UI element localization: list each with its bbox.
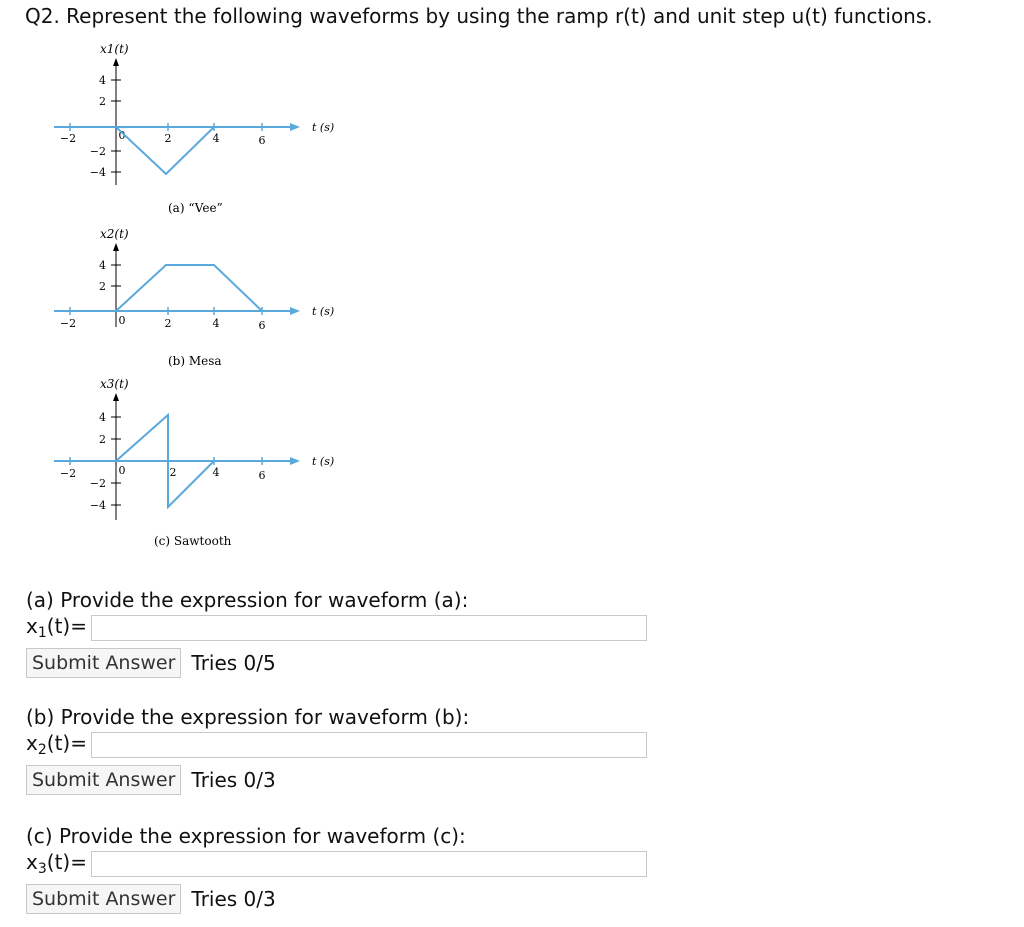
x-tick: −2 [59,132,77,145]
part-c [26,824,647,914]
x2-label: $x_2(t)=$ [26,731,87,758]
y-tick: 2 [99,280,106,293]
x-tick: −2 [59,467,77,480]
submit-answer-a-button[interactable]: Submit Answer [26,648,181,678]
x-tick: 4 [212,317,220,330]
y-tick: 2 [99,433,106,446]
plot-sawtooth [40,375,360,550]
y-tick: 4 [99,411,106,424]
waveform-figure [40,40,360,560]
x-axis-label: t (s) [312,305,335,318]
plot-caption: (c) Sawtooth [154,534,232,548]
x-tick: 2 [169,466,177,479]
x-tick: −2 [59,317,77,330]
plot-mesa [40,225,360,370]
y-tick: −2 [89,145,106,158]
mesa-waveform [116,265,262,311]
tries-c: Tries 0/3 [191,887,276,911]
x1-answer-input[interactable] [91,615,647,641]
x-tick: 2 [164,132,172,145]
x-axis-label: t (s) [312,455,335,468]
plot-caption: (a) “Vee” [168,201,223,215]
plot-caption: (b) Mesa [168,354,222,368]
x-tick: 4 [212,466,220,479]
x-tick: 0 [118,129,126,142]
part-c-prompt: (c) Provide the expression for waveform (c): [26,824,466,848]
y-tick: 4 [99,259,106,272]
y-tick: −4 [89,499,106,512]
y-tick: −2 [89,477,106,490]
part-a-prompt: (a) Provide the expression for waveform (a): [26,588,469,612]
y-tick: 4 [99,74,106,87]
x-tick: 6 [258,469,266,482]
x2-answer-input[interactable] [91,732,647,758]
plot-ylabel: x2(t) [100,227,129,241]
x1-label: $x_1(t)=$ [26,614,87,641]
plot-ylabel: x1(t) [100,42,129,56]
submit-answer-c-button[interactable]: Submit Answer [26,884,181,914]
x3-answer-input[interactable] [91,851,647,877]
x-tick: 6 [258,134,266,147]
part-b [26,705,647,795]
x3-label: $x_3(t)=$ [26,850,87,877]
tries-a: Tries 0/5 [191,651,276,675]
x-tick: 0 [118,314,126,327]
x-tick: 0 [118,464,126,477]
part-a [26,588,647,678]
part-b-prompt: (b) Provide the expression for waveform (b): [26,705,470,729]
y-tick: 2 [99,95,106,108]
question-title: Q2. Represent the following waveforms by using the ramp r(t) and unit step u(t) functions. [25,4,933,28]
x-tick: 6 [258,319,266,332]
x-tick: 4 [212,132,220,145]
y-tick: −4 [89,166,106,179]
x-axis-label: t (s) [312,121,335,134]
plot-ylabel: x3(t) [100,377,129,391]
submit-answer-b-button[interactable]: Submit Answer [26,765,181,795]
plot-vee [40,40,360,215]
x-tick: 2 [164,317,172,330]
tries-b: Tries 0/3 [191,768,276,792]
